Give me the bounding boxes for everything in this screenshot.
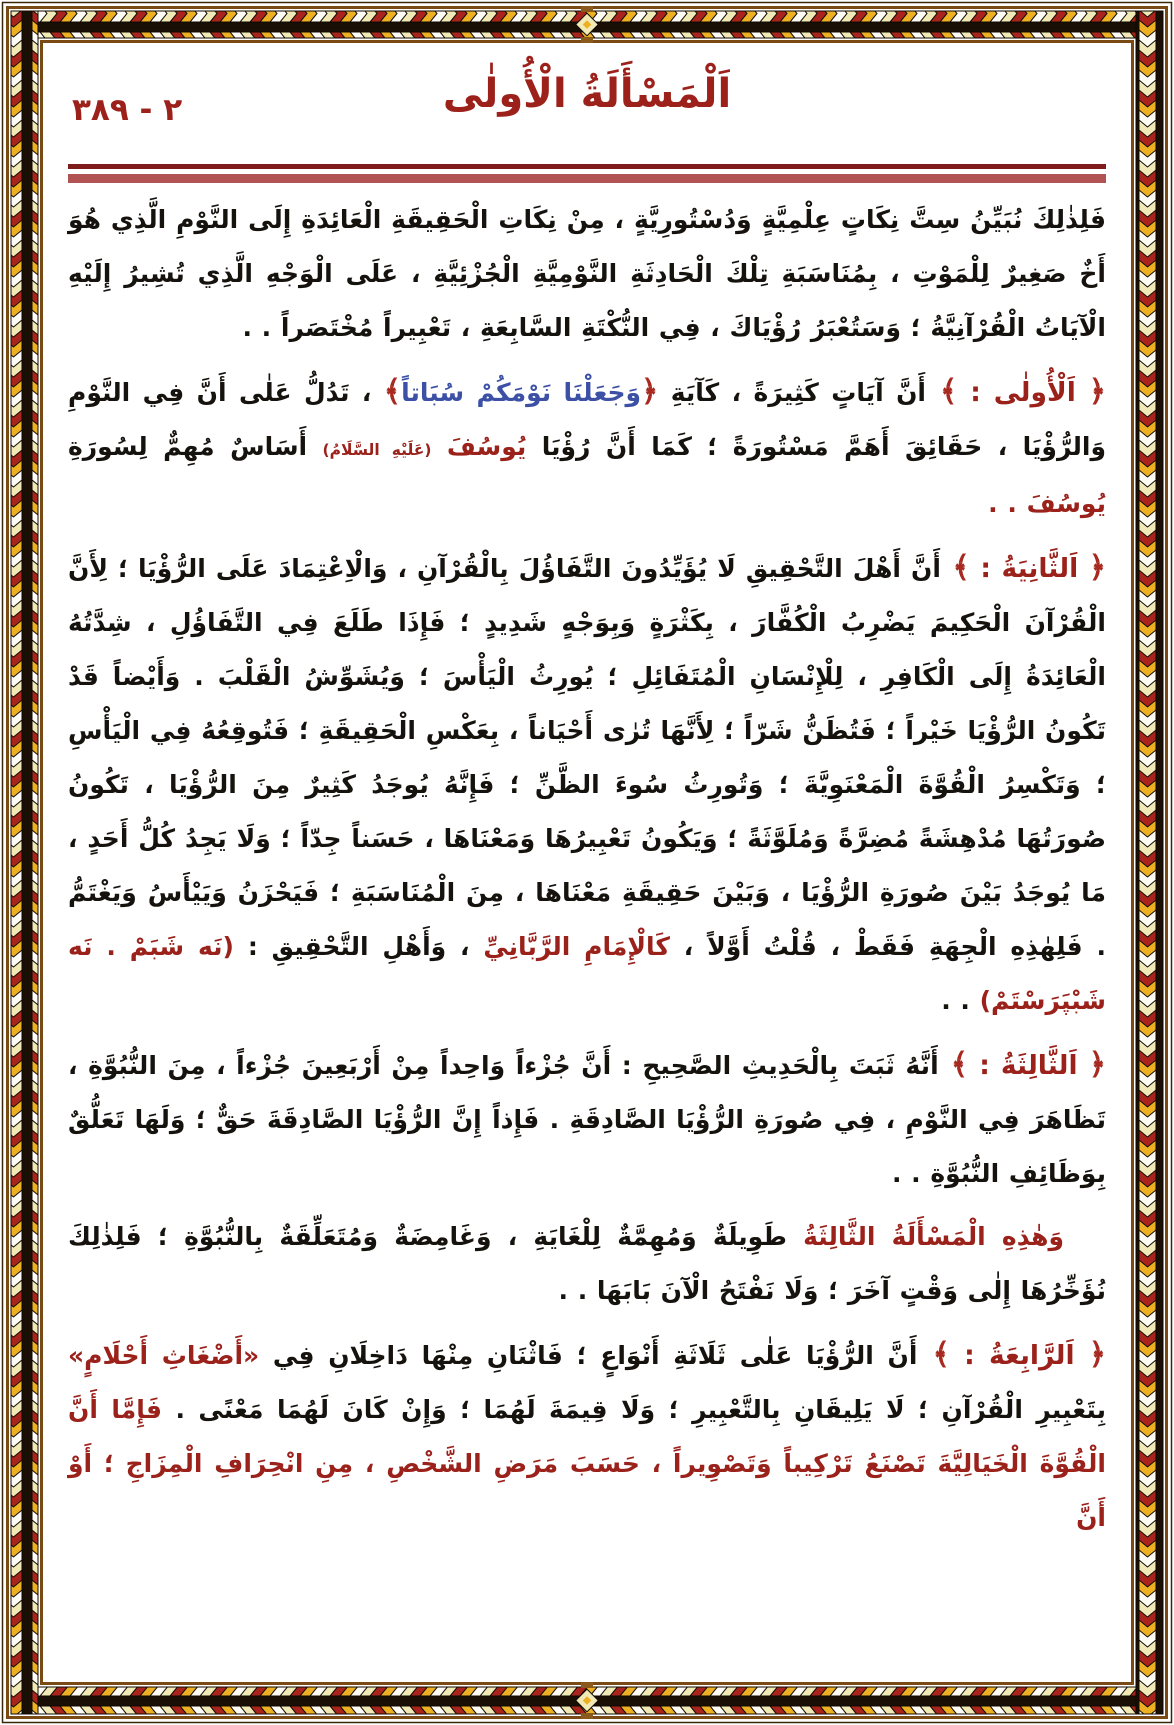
header-divider	[68, 164, 1106, 183]
text-segment: أَنَّ أَهْلَ التَّحْقِيقِ لَا يُؤَيِّدُونَ التَّفَاؤُلَ بِالْقُرْآنِ ، وَالْاِعْتِمَادَ عَلَى الرُّؤْيَا ؛ لِأَنَّ الْقُرْآنَ الْحَكِيمَ يَضْرِبُ الْكُفَّارَ ، بِكَثْرَةٍ وَبِوَجْهٍ شَدِيدٍ ؛ فَإِذَا طَلَعَ فِي التَّفَاؤُلِ ، شِدَّتُهُ الْعَائِدَةُ إِلَى الْكَافِرِ ، لِلْإِنْسَانِ الْمُتَفَائِلِ ؛ يُورِثُ الْيَأْسَ ؛ وَيُشَوِّشُ الْقَلْبَ . وَأَيْضاً قَدْ تَكُونُ الرُّؤْيَا خَيْراً ؛ فَتُظَنُّ شَرّاً ؛ لِأَنَّهَا تُرٰى أَحْيَاناً ، بِعَكْسِ الْحَقِيقَةِ ؛ فَتُوقِعُهُ فِي الْيَأْسِ ؛ وَتَكْسِرُ الْقُوَّةَ الْمَعْنَوِيَّةَ ؛ وَتُورِثُ سُوءَ الظَّنِّ ؛ فَإِنَّهُ يُوجَدُ كَثِيرٌ مِنَ الرُّؤْيَا ، تَكُونُ صُورَتُهَا مُدْهِشَةً مُضِرَّةً وَمُلَوَّثَةً ؛ وَيَكُونُ تَعْبِيرُهَا وَمَعْنَاهَا ، حَسَناً جِدّاً ؛ وَلَا يَجِدُ كُلُّ أَحَدٍ ، مَا يُوجَدُ بَيْنَ صُورَةِ الرُّؤْيَا ، وَبَيْنَ حَقِيقَةِ مَعْنَاهَا ، مِنَ الْمُنَاسَبَةِ ؛ فَيَحْزَنُ وَيَيْأَسُ وَيَغْتَمُّ . فَلِهٰذِهِ الْجِهَةِ فَقَطْ ، قُلْتُ أَوَّلاً ،	[68, 554, 1107, 961]
alayhis-salam-mark: (عَلَيْهِ السَّلَامُ)	[322, 441, 432, 459]
frame-top-tab-inner	[581, 37, 593, 43]
frame-top-diamond	[576, 13, 599, 36]
frame-band-top	[11, 11, 1163, 38]
frame-band-bottom	[11, 1687, 1163, 1714]
ornate-bracket-icon: ﴿	[1088, 1337, 1107, 1371]
text-segment: «أَضْغَاثِ أَحْلَامٍ»	[68, 1341, 260, 1370]
frame-bottom-tab-outer	[581, 1682, 593, 1688]
frame-band-right	[1136, 11, 1163, 1714]
text-segment: بِتَعْبِيرِ الْقُرْآنِ ؛ لَا يَلِيقَانِ بِالتَّعْبِيرِ ؛ وَلَا قِيمَةَ لَهُمَا ؛ وَإِنْ كَانَ لَهُمَا مَعْنًى .	[162, 1395, 1107, 1424]
frame-band-left	[11, 11, 38, 1714]
text-segment: (نَه شَبَمْ . نَه شَبْپَرَسْتَمْ)	[68, 932, 1106, 1015]
section-label: اَلثَّانِيَةُ :	[969, 553, 1089, 584]
ornate-bracket-icon: ﴾	[926, 374, 958, 408]
text-segment: أَنَّهُ ثَبَتَ بِالْحَدِيثِ الصَّحِيحِ : أَنَّ جُزْءاً وَاحِداً مِنْ أَرْبَعِينَ جُزْءاً ، مِنَ النُّبُوَّةِ ، تَظَاهَرَ فِي النَّوْمِ ، فِي صُورَةِ الرُّؤْيَا الصَّادِقَةِ . فَإِذاً إِنَّ الرُّؤْيَا الصَّادِقَةَ حَقٌّ ؛ وَلَهَا تَعَلُّقٌ بِوَظَائِفِ النُّبُوَّةِ . .	[68, 1051, 1106, 1188]
header-divider-light-rule	[68, 174, 1106, 183]
text-segment: فَإِمَّا أَنَّ الْقُوَّةَ الْخَيَالِيَّةَ تَصْنَعُ تَرْكِيباً وَتَصْوِيراً ، حَسَبَ مَرَضِ الشَّخْصِ ، مِنِ انْحِرَافِ الْمِزَاجِ ؛ أَوْ أَنَّ	[68, 1395, 1106, 1532]
text-segment: طَوِيلَةٌ وَمُهِمَّةٌ لِلْغَايَةِ ، وَغَامِضَةٌ وَمُتَعَلِّقَةٌ بِالنُّبُوَّةِ ؛ فَلِذٰلِكَ نُؤَخِّرُهَا إِلٰى وَقْتٍ آخَرَ ؛ وَلَا نَفْتَحُ الْآنَ بَابَهَا . .	[68, 1222, 1106, 1305]
text-segment: ، وَأَهْلِ التَّحْقِيقِ :	[233, 932, 484, 961]
text-segment: وَهٰذِهِ الْمَسْأَلَةُ الثَّالِثَةُ	[786, 1222, 1065, 1251]
ornate-bracket-icon: ﴿	[641, 374, 659, 408]
section-fourth	[68, 1327, 1106, 1545]
ornate-bracket-icon: ﴾	[938, 1047, 969, 1081]
quran-verse: وَجَعَلْنَا نَوْمَكُمْ سُبَاتاً	[401, 378, 642, 407]
text-segment: فَلِذٰلِكَ نُبَيِّنُ سِتَّ نِكَاتٍ عِلْمِيَّةٍ وَدُسْتُورِيَّةٍ ، مِنْ نِكَاتِ الْحَقِيقَةِ الْعَائِدَةِ إِلَى النَّوْمِ الَّذِي هُوَ أَخٌ صَغِيرٌ لِلْمَوْتِ ، بِمُنَاسَبَةِ تِلْكَ الْحَادِثَةِ النَّوْمِيَّةِ الْجُزْئِيَّةِ ، عَلَى الْوَجْهِ الَّذِي تُشِيرُ إِلَيْهِ الْآيَاتُ الْقُرْآنِيَّةُ ؛ وَسَتُعْبَرُ رُؤْيَاكَ ، فِي النُّكْتَةِ السَّابِعَةِ ، تَعْبِيراً مُخْتَصَراً . .	[68, 205, 1106, 342]
ornate-bracket-icon: ﴿	[1088, 374, 1107, 408]
section-label: اَلرَّابِعَةُ :	[949, 1340, 1089, 1371]
intro-paragraph	[68, 193, 1106, 355]
ornate-bracket-icon: ﴾	[383, 374, 402, 408]
text-segment: يُوسُفَ . .	[988, 489, 1106, 518]
text-segment: . .	[941, 986, 980, 1015]
section-third	[68, 1037, 1106, 1201]
ornate-bracket-icon: ﴿	[1088, 550, 1107, 584]
ornate-bracket-icon: ﴿	[1088, 1047, 1106, 1081]
section-label: اَلْأُولٰى :	[957, 377, 1089, 408]
page-header	[68, 64, 1106, 160]
text-segment: كَالْإِمَامِ الرَّبَّانِيِّ	[483, 932, 670, 961]
text-segment: أَسَاسٌ مُهِمٌّ لِسُورَةِ	[68, 432, 323, 461]
section-first	[68, 364, 1106, 531]
body-text	[68, 193, 1106, 1545]
ornate-bracket-icon: ﴾	[940, 550, 970, 584]
text-segment: أَنَّ الرُّؤْيَا عَلٰى ثَلَاثَةِ أَنْوَاعٍ ؛ فَاثْنَانِ مِنْهَا دَاخِلَانِ فِي	[259, 1341, 918, 1370]
section-second	[68, 540, 1106, 1028]
page-number: ٢ - ٣٨٩	[72, 92, 183, 128]
text-segment: أَنَّ آيَاتٍ كَثِيرَةً ، كَآيَةِ	[658, 378, 926, 407]
frame-bottom-tab-inner	[581, 1713, 593, 1719]
section-label: اَلثَّالِثَةُ :	[968, 1050, 1089, 1081]
frame-top-tab-outer	[581, 6, 593, 12]
ornate-bracket-icon: ﴾	[917, 1337, 950, 1371]
page-content	[52, 44, 1122, 1681]
page-title: اَلْمَسْأَلَةُ الْأُولٰى	[442, 71, 732, 117]
text-segment: ، تَدُلُّ عَلٰى أَنَّ فِي النَّوْمِ وَالرُّؤْيَا ، حَقَائِقَ أَهَمَّ مَسْتُورَةً ؛ كَمَا أَنَّ رُؤْيَا	[68, 378, 1106, 461]
text-segment: يُوسُفَ	[431, 432, 527, 461]
third-issue-note-paragraph	[68, 1210, 1106, 1318]
frame-bottom-diamond	[576, 1689, 599, 1712]
